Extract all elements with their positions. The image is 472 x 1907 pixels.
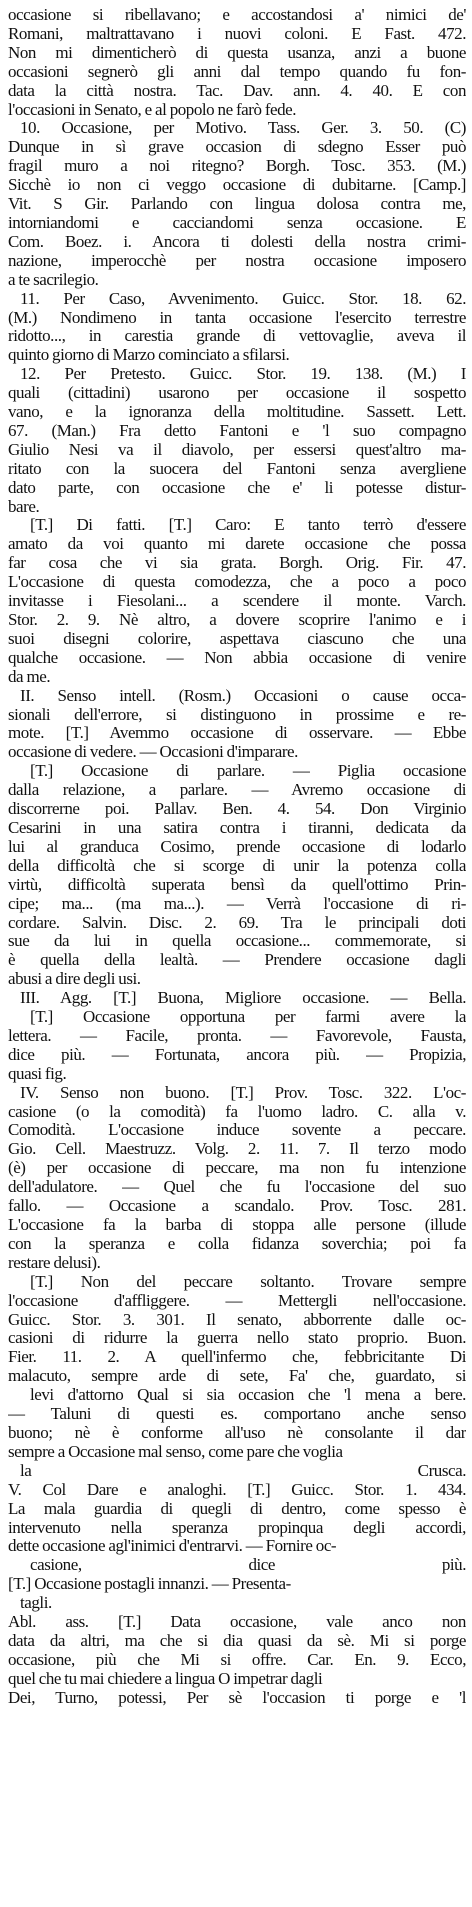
text-line: sionali dell'errore, si distinguono in prossime e re-	[8, 705, 466, 724]
text-line: Dunque in sì grave occasion di sdegno Esser può	[8, 138, 466, 157]
text-line: IV. Senso non buono. [T.] Prov. Tosc. 322. L'oc-	[20, 1083, 466, 1102]
text-line: amato da voi quanto mi darete occasione che possa	[8, 535, 466, 554]
text-line: occasioni segnerò gli anni dal tempo quando fu fon-	[8, 62, 466, 81]
text-line: Dei, Turno, potessi, Per sè l'occasion ti porge e 'l	[8, 1688, 466, 1707]
text-line: con la speranza e colla fidanza soverchia; poi fa	[8, 1234, 466, 1253]
text-line: vano, e la ignoranza della moltitudine. Sassett. Lett.	[8, 403, 466, 422]
text-line: a te sacrilegio.	[8, 270, 99, 289]
text-line: casione, dice più.	[30, 1556, 466, 1575]
text-line: (è) per occasione di peccare, ma non fu intenzione	[8, 1159, 466, 1178]
text-line: è quella della lealtà. — Prendere occasione dagli	[8, 951, 466, 970]
text-line: ritato con la suocera del Fantoni senza avergliene	[8, 459, 466, 478]
text-line: L'occasione di questa comodezza, che a poco a poco	[8, 573, 466, 592]
text-line: [T.] Occasione opportuna per farmi avere la	[30, 1008, 466, 1027]
text-line: sue da lui in quella occasione... commemorate, si	[8, 932, 466, 951]
text-line: buono; nè è conforme all'uso nè consolante il dar	[8, 1423, 466, 1442]
text-line: 67. (Man.) Fra detto Fantoni e 'l suo compagno	[8, 421, 466, 440]
text-line: dell'adulatore. — Quel che fu l'occasione del suo	[8, 1178, 466, 1197]
text-line: (M.) Nondimeno in tanta occasione l'esercito terrestre	[8, 308, 466, 327]
text-line: tagli.	[20, 1594, 52, 1613]
text-line: [T.] Di fatti. [T.] Caro: E tanto terrò d'essere	[30, 516, 466, 535]
text-line: Guicc. Stor. 3. 301. Il senato, abborrente dalle oc-	[8, 1310, 466, 1329]
text-line: casioni di ridurre la guerra nello stato proprio. Buon.	[8, 1329, 466, 1348]
text-line: quali (cittadini) usarono per occasione il sospetto	[8, 384, 466, 403]
text-line: l'occasione d'affliggere. — Mettergli nell'occasione.	[8, 1291, 466, 1310]
text-line: Stor. 2. 9. Nè altro, a dovere scoprire l'animo e i	[8, 611, 466, 629]
text-line: [T.] Non del peccare soltanto. Trovare sempre	[30, 1272, 466, 1291]
text-line: 11. Per Caso, Avvenimento. Guicc. Stor. 18. 62.	[20, 289, 466, 308]
text-line: della difficoltà che si scorge di unir la potenza colla	[8, 856, 466, 875]
text-line: bare.	[8, 497, 40, 516]
text-line: fallo. — Occasione a scandalo. Prov. Tosc. 281.	[8, 1197, 466, 1216]
text-line: intorniandomi e cacciandomi senza occasione. E	[8, 213, 466, 232]
text-line: dato parte, con occasione che e' li potesse distur-	[8, 478, 466, 497]
text-line: Giulio Nesi va il diavolo, per essersi quest'altro ma-	[8, 440, 466, 459]
text-line: lui al granduca Cosimo, prende occasione di lodarlo	[8, 837, 466, 856]
text-line: Non mi dimenticherò di questa usanza, anzi a buone	[8, 43, 466, 62]
text-line: fragil muro a noi ritegno? Borgh. Tosc. 353. (M.)	[8, 157, 466, 176]
text-line: Fier. 11. 2. A quell'infermo che, febbricitante Di	[8, 1348, 466, 1367]
text-line: l'occasioni in Senato, e al popolo ne farò fede.	[8, 100, 297, 119]
text-line: intervenuto nella speranza propinqua degli accordi,	[8, 1518, 466, 1537]
text-line: Comodità. L'occasione induce sovente a peccare.	[8, 1121, 466, 1140]
text-line: occasione, più che Mi si offre. Car. En. 9. Ecco,	[8, 1650, 466, 1669]
text-line: Vit. S Gir. Parlando con lingua dolosa contra me,	[8, 195, 466, 214]
text-line: quasi fig.	[8, 1064, 67, 1083]
text-line: virtù, difficoltà superata bensì da quell'ottimo Prin-	[8, 875, 466, 894]
text-line: Romani, maltrattavano i nuovi coloni. E Fast. 472.	[8, 24, 466, 43]
text-line: data la città nostra. Tac. Dav. ann. 4. 40. E con	[8, 81, 466, 100]
text-line: occasione di vedere. — Occasioni d'imparare.	[8, 743, 298, 762]
text-line: L'occasione fa la barba di stoppa alle persone (illude	[8, 1216, 466, 1234]
text-line: restare delusi).	[8, 1253, 101, 1272]
text-line: La mala guardia di quegli di dentro, come spesso è	[8, 1499, 466, 1518]
text-line: abusi a dire degli usi.	[8, 970, 141, 989]
text-line: suoi disegni colorire, aspettava ciascuno che una	[8, 629, 466, 648]
text-line: II. Senso intell. (Rosm.) Occasioni o cause occa-	[20, 686, 466, 705]
text-line: Cesarini in una satira contra i tiranni, dedicata da	[8, 818, 466, 837]
text-line: far cosa che vi sia grata. Borgh. Orig. Fir. 47.	[8, 554, 466, 573]
text-line: levi d'attorno Qual si sia occasion che 'l mena a bere.	[30, 1386, 466, 1405]
text-line: [T.] Occasione postagli innanzi. — Presenta-	[8, 1575, 291, 1594]
text-line: quinto giorno di Marzo cominciato a sfilarsi.	[8, 346, 290, 365]
text-line: mote. [T.] Avemmo occasione di osservare. — Ebbe	[8, 724, 466, 743]
text-line: — Taluni di questi es. comportano anche senso	[8, 1405, 466, 1424]
text-line: da me.	[8, 667, 51, 686]
text-line: cordare. Salvin. Disc. 2. 69. Tra le principali doti	[8, 913, 466, 932]
text-line: qualche occasione. — Non abbia occasione di venire	[8, 648, 466, 667]
text-line: quel che tu mai chiedere a lingua O impetrar dagli	[8, 1669, 323, 1688]
text-line: dice più. — Fortunata, ancora più. — Propizia,	[8, 1045, 466, 1064]
text-line: Abl. ass. [T.] Data occasione, vale anco non	[8, 1613, 466, 1632]
text-line: invitasse i Fiesolani... a scendere il monte. Varch.	[8, 592, 466, 611]
text-line: dalla relazione, a parlare. — Avremo occasione di	[8, 781, 466, 800]
text-line: dette occasione agl'inimici d'entrarvi. — Fornire oc-	[8, 1537, 337, 1556]
text-line: 12. Per Pretesto. Guicc. Stor. 19. 138. (M.) I	[20, 365, 466, 384]
text-line: data da altri, ma che si dia quasi da sè. Mi si porge	[8, 1631, 466, 1650]
text-line: occasione si ribellavano; e accostandosi a' nimici de'	[8, 6, 466, 24]
text-line: malacuto, sempre arde di sete, Fa' che, guardato, si	[8, 1367, 466, 1386]
text-line: Sicchè io non ci veggo occasione di dubitarne. [Camp.]	[8, 176, 466, 195]
text-line: sempre a Occasione mal senso, come pare che voglia	[8, 1442, 343, 1461]
text-line: casione (o la comodità) fa l'uomo ladro. C. alla v.	[8, 1102, 466, 1121]
text-line: 10. Occasione, per Motivo. Tass. Ger. 3. 50. (C)	[20, 119, 466, 138]
text-line: la Crusca.	[20, 1461, 466, 1480]
text-line: III. Agg. [T.] Buona, Migliore occasione. — Bella.	[20, 989, 466, 1008]
text-line: nazione, imperocchè per nostra occasione imposero	[8, 251, 466, 270]
text-line: discorrerne poi. Pallav. Ben. 4. 54. Don Virginio	[8, 800, 466, 819]
text-line: lettera. — Facile, pronta. — Favorevole, Fausta,	[8, 1026, 466, 1045]
text-line: [T.] Occasione di parlare. — Piglia occasione	[30, 762, 466, 781]
text-line: ridotto..., in carestia grande di vettovaglie, aveva il	[8, 327, 466, 346]
text-line: V. Col Dare e analoghi. [T.] Guicc. Stor. 1. 434.	[8, 1480, 466, 1499]
text-line: Com. Boez. i. Ancora ti dolesti della nostra crimi-	[8, 232, 466, 251]
text-line: cipe; ma... (ma ma...). — Verrà l'occasione di ri-	[8, 894, 466, 913]
text-line: Gio. Cell. Maestruzz. Volg. 2. 11. 7. Il terzo modo	[8, 1140, 466, 1159]
